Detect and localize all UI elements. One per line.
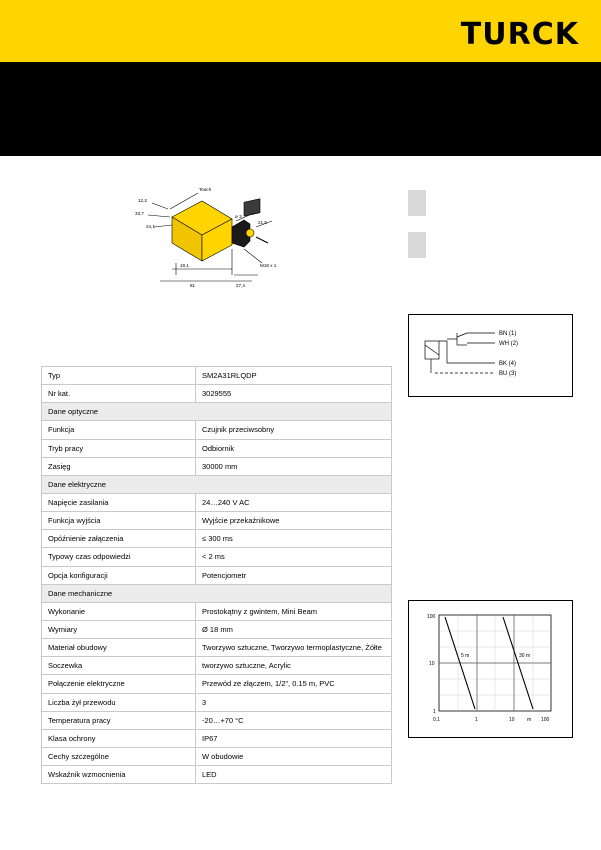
spec-key: Nr kat. [42,385,196,403]
spec-key: Funkcja wyjścia [42,512,196,530]
chart-ytick-1: 1 [433,709,436,715]
table-row [42,602,392,620]
table-row [42,620,392,638]
header-band [0,0,601,62]
wire-label-wh: WH (2) [499,341,518,347]
table-row [42,548,392,566]
chart-annotation-5m: 5 m [461,653,470,659]
side-marker-top [408,190,426,216]
svg-text:Teach: Teach [199,187,212,192]
spec-key: Zasięg [42,457,196,475]
table-row [42,493,392,511]
spec-value: -20…+70 °C [196,711,392,729]
table-row [42,639,392,657]
spec-key: Typ [42,367,196,385]
spec-value: < 2 ms [196,548,392,566]
spec-key: Dane elektryczne [42,475,196,493]
spec-section-row [42,403,392,421]
wire-label-bu: BU (3) [499,371,517,377]
product-image [132,157,297,343]
spec-value: LED [196,766,392,784]
table-row [42,675,392,693]
spec-value: Prostokątny z gwintem, Mini Beam [196,602,392,620]
spec-value: 3 [196,693,392,711]
response-chart-box [408,600,573,738]
spec-value: IP67 [196,729,392,747]
spec-key: Dane optyczne [42,403,196,421]
spec-value: ≤ 300 ms [196,530,392,548]
spec-key: Liczba żył przewodu [42,693,196,711]
spec-key: Typowy czas odpowiedzi [42,548,196,566]
spec-key: Soczewka [42,657,196,675]
table-row [42,530,392,548]
chart-xtick-10: 10 [509,717,515,723]
wiring-diagram [409,315,572,396]
response-chart [409,601,572,737]
spec-key: Wskaźnik wzmocnienia [42,766,196,784]
spec-section-row [42,475,392,493]
chart-ytick-10: 10 [429,661,435,667]
table-row [42,711,392,729]
table-row [42,457,392,475]
table-row [42,729,392,747]
sensor-dimension-drawing [132,157,297,343]
spec-value [196,475,392,493]
table-row [42,566,392,584]
table-row [42,367,392,385]
wire-label-bk: BK (4) [499,361,517,367]
spec-key: Opcja konfiguracji [42,566,196,584]
chart-xtick-01: 0,1 [433,717,440,723]
header-black-band [0,62,601,156]
spec-value: W obudowie [196,747,392,765]
spec-key: Wykonanie [42,602,196,620]
wiring-diagram-box [408,314,573,397]
spec-key: Funkcja [42,421,196,439]
table-row [42,766,392,784]
spec-section-row [42,584,392,602]
spec-value: Tworzywo sztuczne, Tworzywo termoplastyczne, Żółte [196,639,392,657]
chart-xlabel: m [527,717,532,723]
spec-value: SM2A31RLQDP [196,367,392,385]
svg-text:21,5: 21,5 [258,220,267,225]
chart-ytick-100: 100 [427,614,436,620]
table-row [42,657,392,675]
table-row [42,512,392,530]
chart-annotation-30m: 30 m [519,653,531,659]
spec-key: Materiał obudowy [42,639,196,657]
svg-text:24,1: 24,1 [146,224,155,229]
spec-value: Przewód ze złączem, 1/2", 0.15 m, PVC [196,675,392,693]
spec-key: Tryb pracy [42,439,196,457]
table-row [42,747,392,765]
svg-text:19,1: 19,1 [180,263,189,268]
specification-table [41,366,392,784]
table-row [42,693,392,711]
svg-text:81: 81 [190,283,196,288]
svg-text:12,2: 12,2 [138,198,147,203]
svg-text:ø 3: ø 3 [235,214,242,219]
side-marker-bottom [408,232,426,258]
chart-xtick-100: 100 [541,717,550,723]
svg-text:33,7: 33,7 [135,211,144,216]
spec-value: tworzywo sztuczne, Acrylic [196,657,392,675]
wire-label-bn: BN (1) [499,331,517,337]
table-row [42,385,392,403]
svg-text:27,4: 27,4 [236,283,245,288]
spec-value [196,403,392,421]
spec-value: Czujnik przeciwsobny [196,421,392,439]
spec-value: Odbiornik [196,439,392,457]
chart-xtick-1: 1 [475,717,478,723]
spec-value: Wyjście przekaźnikowe [196,512,392,530]
spec-key: Wymiary [42,620,196,638]
spec-value: Ø 18 mm [196,620,392,638]
spec-key: Połączenie elektryczne [42,675,196,693]
spec-key: Dane mechaniczne [42,584,196,602]
spec-value: 3029555 [196,385,392,403]
spec-value: 30000 mm [196,457,392,475]
spec-key: Napięcie zasilania [42,493,196,511]
spec-key: Opóźnienie załączenia [42,530,196,548]
table-row [42,439,392,457]
spec-value: Potencjometr [196,566,392,584]
svg-text:M18 x 1: M18 x 1 [260,263,277,268]
spec-key: Temperatura pracy [42,711,196,729]
spec-key: Klasa ochrony [42,729,196,747]
spec-value: 24…240 V AC [196,493,392,511]
brand-logo: TURCK [460,17,579,52]
spec-key: Cechy szczególne [42,747,196,765]
spec-value [196,584,392,602]
table-row [42,421,392,439]
